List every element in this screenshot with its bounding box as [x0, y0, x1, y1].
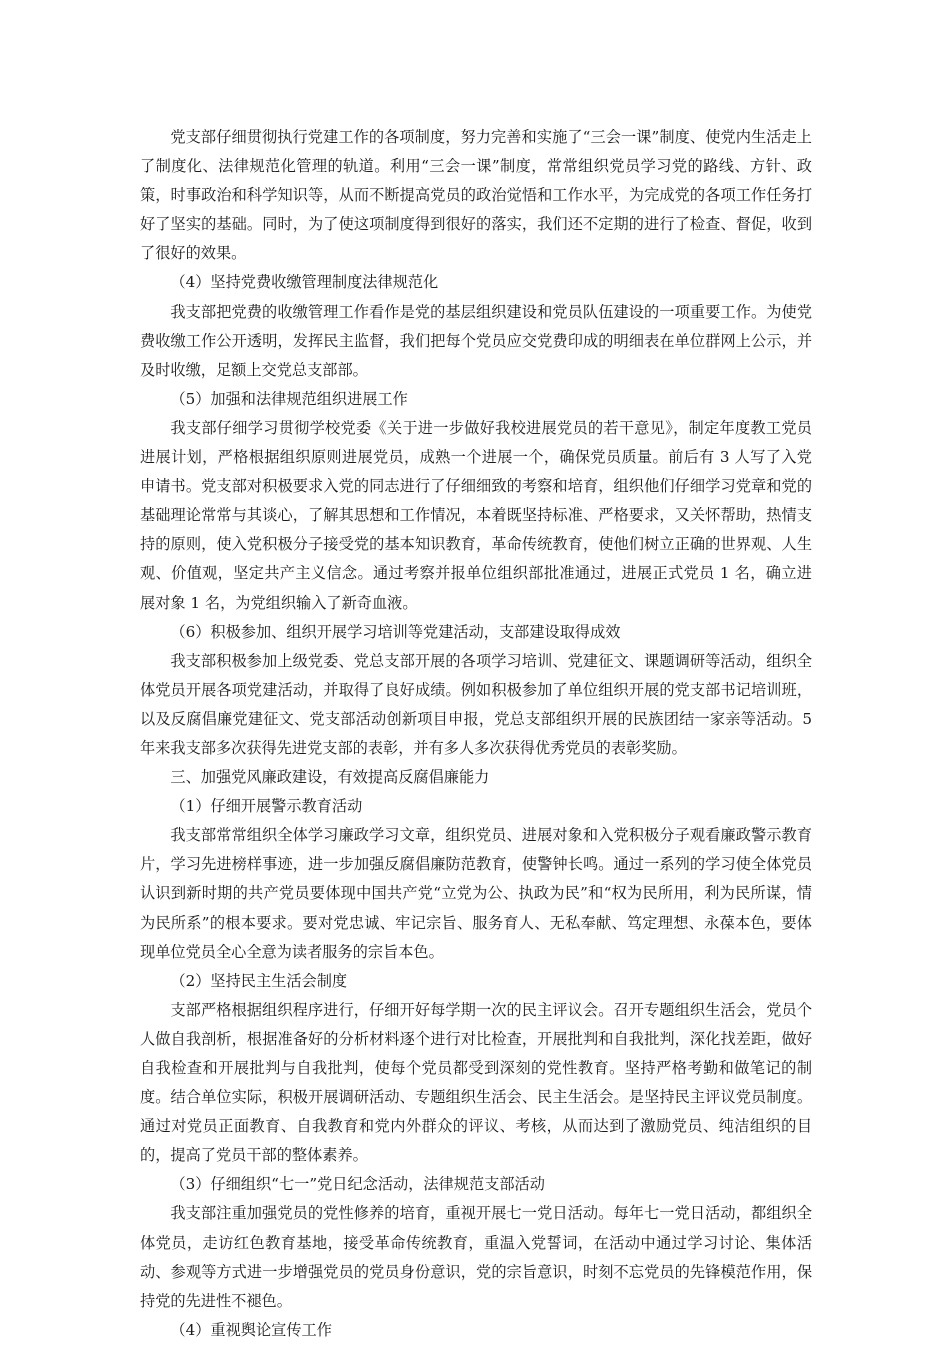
paragraph: 我支部仔细学习贯彻学校党委《关于进一步做好我校进展党员的若干意见》，制定年度教工党员进展计划，严格根据组织原则进展党员，成熟一个进展一个，确保党员质量。前后有 3 人写了入党申请书。党支部对积极要求入党的同志进行了仔细细致的考察和培育，组织他们仔细学习党章和党的基础理论常常与其谈心，了解其思想和工作情况，本着既坚持标准、严格要求，又关怀帮助，热情支持的原则，使入党积极分子接受党的基本知识教育，革命传统教育，使他们树立正确的世界观、人生观、价值观，坚定共产主义信念。通过考察并报单位组织部批准通过，进展正式党员 1 名，确立进展对象 1 名，为党组织输入了新奇血液。	[140, 418, 812, 612]
chapter-heading: 三、加强党风廉政建设，有效提高反腐倡廉能力	[170, 768, 490, 787]
section-heading: （4）坚持党费收缴管理制度法律规范化	[170, 273, 439, 292]
section-heading: （6）积极参加、组织开展学习培训等党建活动，支部建设取得成效	[170, 622, 621, 641]
section-heading: （3）仔细组织“七一”党日纪念活动，法律规范支部活动	[170, 1175, 545, 1194]
paragraph: 我支部常常组织全体学习廉政学习文章，组织党员、进展对象和入党积极分子观看廉政警示教育片，学习先进榜样事迹，进一步加强反腐倡廉防范教育，使警钟长鸣。通过一系列的学习使全体党员认识到新时期的共产党员要体现中国共产党“立党为公、执政为民”和“权为民所用，利为民所谋，情为民所系”的根本要求。要对党忠诚、牢记宗旨、服务育人、无私奉献、笃定理想、永葆本色，要体现单位党员全心全意为读者服务的宗旨本色。	[140, 826, 812, 961]
paragraph: 党支部仔细贯彻执行党建工作的各项制度，努力完善和实施了“三会一课”制度、使党内生活走上了制度化、法律规范化管理的轨道。利用“三会一课”制度，常常组织党员学习党的路线、方针、政策，时事政治和科学知识等，从而不断提高党员的政治觉悟和工作水平，为完成党的各项工作任务打好了坚实的基础。同时，为了使这项制度得到很好的落实，我们还不定期的进行了检查、督促，收到了很好的效果。	[140, 128, 812, 263]
section-heading: （4）重视舆论宣传工作	[170, 1320, 332, 1339]
paragraph: 我支部积极参加上级党委、党总支部开展的各项学习培训、党建征文、课题调研等活动，组织全体党员开展各项党建活动，并取得了良好成绩。例如积极参加了单位组织开展的党支部书记培训班，以及反腐倡廉党建征文、党支部活动创新项目申报，党总支部组织开展的民族团结一家亲等活动。5 年来我支部多次获得先进党支部的表彰，并有多人多次获得优秀党员的表彰奖励。	[140, 651, 812, 757]
section-heading: （1）仔细开展警示教育活动	[170, 797, 363, 816]
paragraph: 我支部注重加强党员的党性修养的培育，重视开展七一党日活动。每年七一党日活动，都组织全体党员，走访红色教育基地，接受革命传统教育，重温入党誓词，在活动中通过学习讨论、集体活动、参观等方式进一步增强党员的党员身份意识，党的宗旨意识，时刻不忘党员的先锋模范作用，保持党的先进性不褪色。	[140, 1204, 812, 1310]
section-heading: （5）加强和法律规范组织进展工作	[170, 389, 408, 408]
paragraph: 我支部把党费的收缴管理工作看作是党的基层组织建设和党员队伍建设的一项重要工作。为使党费收缴工作公开透明，发挥民主监督，我们把每个党员应交党费印成的明细表在单位群网上公示，并及时收缴，足额上交党总支部部。	[140, 302, 812, 379]
paragraph: 支部严格根据组织程序进行，仔细开好每学期一次的民主评议会。召开专题组织生活会，党员个人做自我剖析，根据准备好的分析材料逐个进行对比检查，开展批判和自我批判，深化找差距，做好自我检查和开展批判与自我批判，使每个党员都受到深刻的党性教育。坚持严格考勤和做笔记的制度。结合单位实际，积极开展调研活动、专题组织生活会、民主生活会。是坚持民主评议党员制度。通过对党员正面教育、自我教育和党内外群众的评议、考核，从而达到了激励党员、纯洁组织的目的，提高了党员干部的整体素养。	[140, 1000, 812, 1165]
document-body	[140, 123, 812, 1345]
section-heading: （2）坚持民主生活会制度	[170, 971, 348, 990]
